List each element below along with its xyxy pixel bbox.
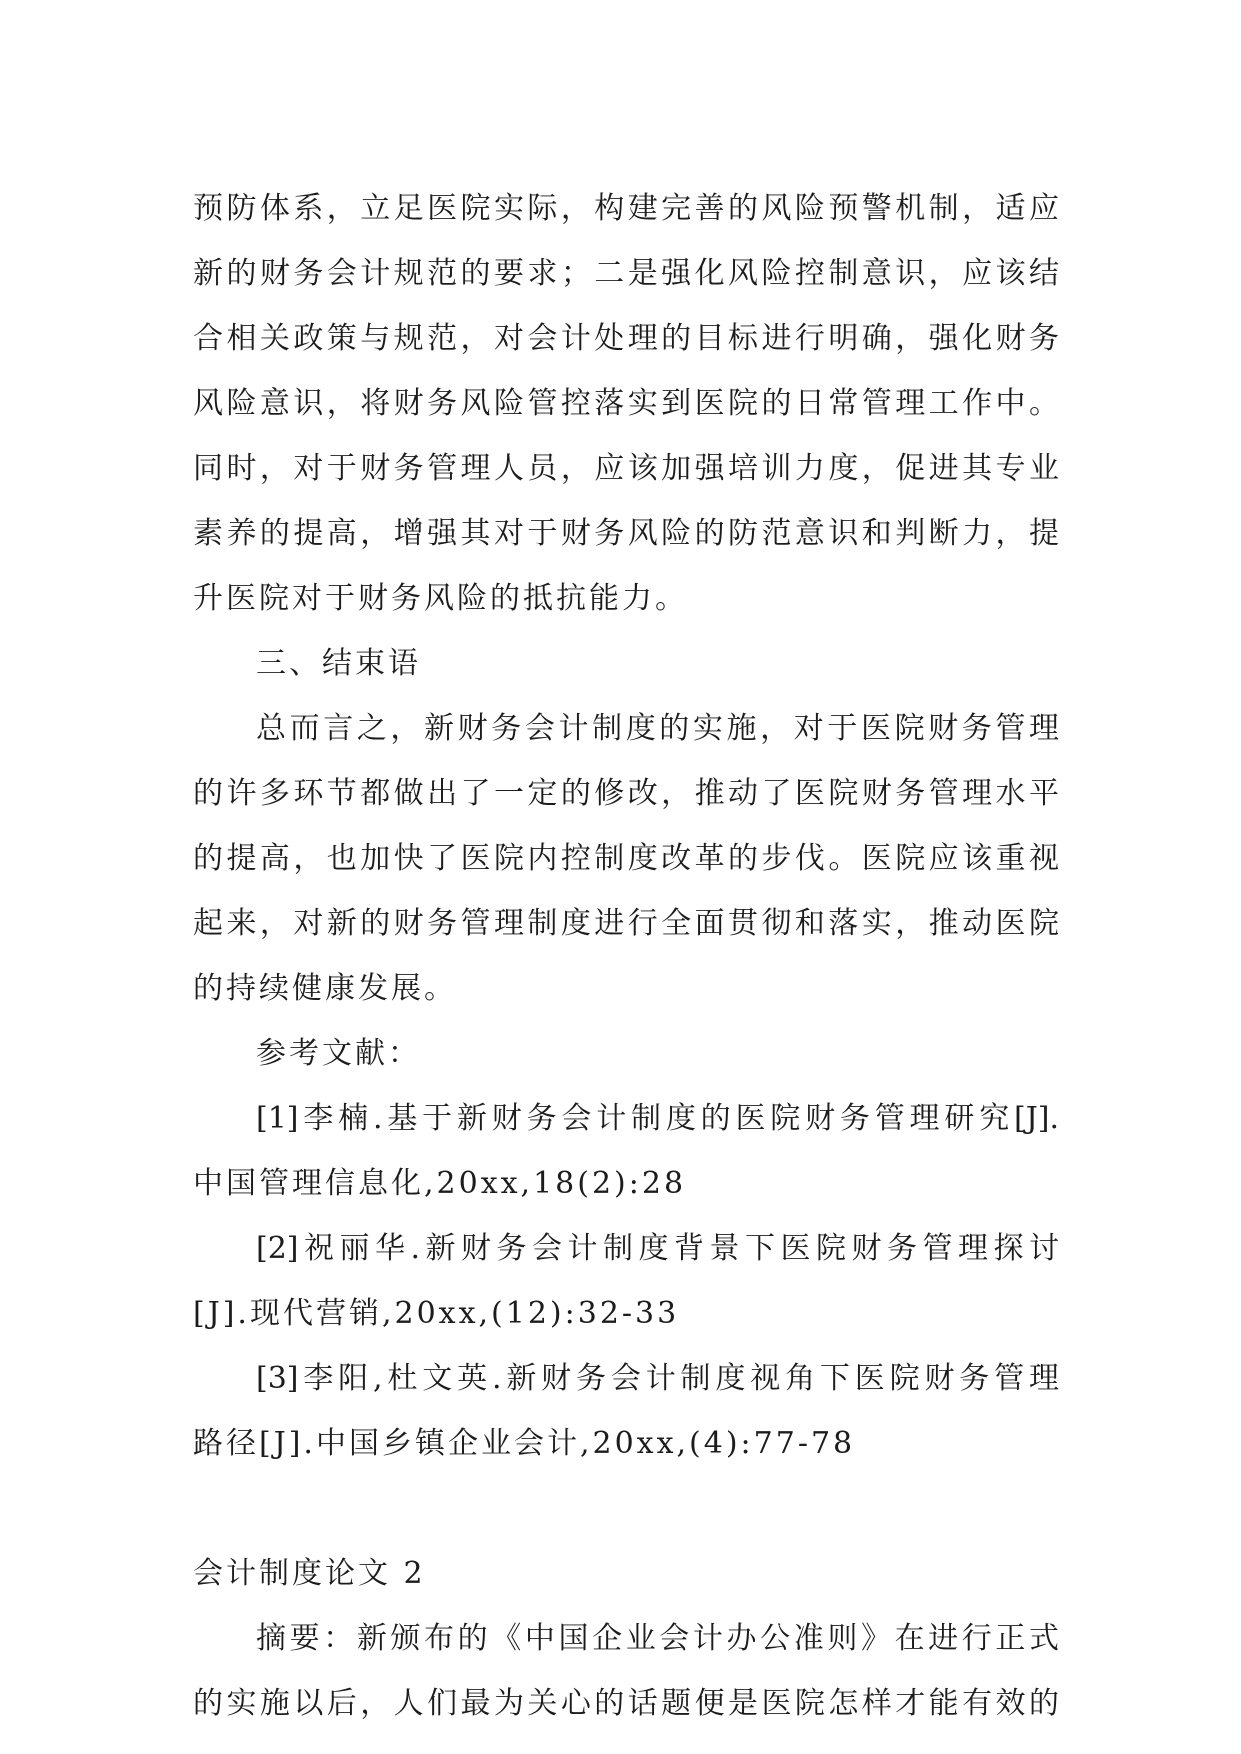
reference-item — [193, 1086, 1059, 1216]
text-line: 总而言之，新财务会计制度的实施，对于医院财务管理 — [256, 711, 1059, 746]
section-heading: 三、结束语 — [256, 646, 421, 681]
text-line: 中国管理信息化,20xx,18(2):28 — [193, 1166, 687, 1201]
reference-item — [193, 1216, 1059, 1346]
reference-list — [193, 1086, 1059, 1476]
conclusion-paragraph — [193, 696, 1059, 1021]
text-line: 合相关政策与规范，对会计处理的目标进行明确，强化财务 — [193, 321, 1059, 356]
text-line: 升医院对于财务风险的抵抗能力。 — [193, 581, 688, 616]
text-line: 的提高，也加快了医院内控制度改革的步伐。医院应该重视 — [193, 841, 1059, 876]
text-line: 预防体系，立足医院实际，构建完善的风险预警机制，适应 — [193, 191, 1059, 226]
blank-line — [193, 1476, 1059, 1541]
text-line: [2]祝丽华.新财务会计制度背景下医院财务管理探讨 — [256, 1231, 1059, 1266]
text-line: 素养的提高，增强其对于财务风险的防范意识和判断力，提 — [193, 516, 1059, 551]
document-body — [193, 176, 1059, 1736]
text-line: 摘要：新颁布的《中国企业会计办公准则》在进行正式 — [256, 1621, 1059, 1656]
text-line: [1]李楠.基于新财务会计制度的医院财务管理研究[J]. — [256, 1101, 1059, 1136]
references-heading: 参考文献： — [256, 1036, 421, 1071]
text-line: 路径[J].中国乡镇企业会计,20xx,(4):77-78 — [193, 1426, 856, 1461]
text-line: 的许多环节都做出了一定的修改，推动了医院财务管理水平 — [193, 776, 1059, 811]
text-line: 新的财务会计规范的要求；二是强化风险控制意识，应该结 — [193, 256, 1059, 291]
text-line: [3]李阳,杜文英.新财务会计制度视角下医院财务管理 — [256, 1361, 1059, 1396]
text-line: 的持续健康发展。 — [193, 971, 457, 1006]
abstract-paragraph — [193, 1606, 1059, 1736]
reference-item — [193, 1346, 1059, 1476]
text-line: [J].现代营销,20xx,(12):32-33 — [193, 1296, 680, 1331]
text-line: 起来，对新的财务管理制度进行全面贯彻和落实，推动医院 — [193, 906, 1059, 941]
continued-paragraph — [193, 176, 1059, 631]
text-line: 风险意识，将财务风险管控落实到医院的日常管理工作中。 — [193, 386, 1059, 421]
text-line: 同时，对于财务管理人员，应该加强培训力度，促进其专业 — [193, 451, 1059, 486]
article-title: 会计制度论文 2 — [193, 1556, 426, 1591]
text-line: 的实施以后，人们最为关心的话题便是医院怎样才能有效的 — [193, 1686, 1059, 1721]
